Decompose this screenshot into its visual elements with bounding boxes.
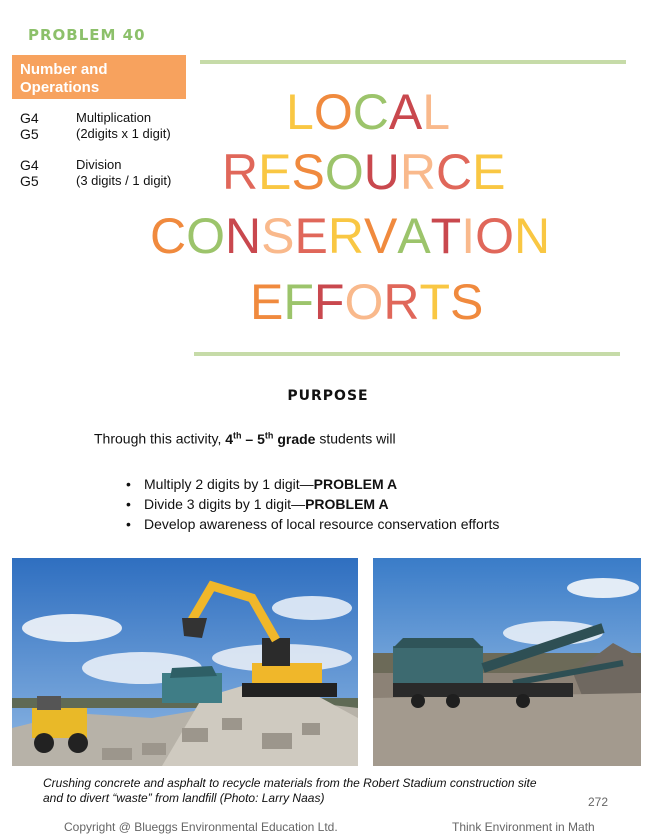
title-line-1 [286,84,450,140]
purpose-intro: Through this activity, 4th – 5th grade students will [94,430,396,447]
title-letter: O [344,274,384,330]
title-letter: S [291,144,325,200]
title-letter: R [327,208,364,264]
title-letter: A [388,84,423,140]
title-letter: E [258,144,292,200]
skill-grades: G4 G5 [20,157,39,189]
list-item: • Develop awareness of local resource conservation efforts [126,514,499,534]
title-letter: F [313,274,345,330]
title-letter: C [352,84,389,140]
title-letter: N [225,208,262,264]
title-letter: V [363,208,398,264]
title-letter: S [450,274,484,330]
bottom-divider [194,352,620,356]
title-letter: F [283,274,314,330]
title-letter: C [150,208,187,264]
list-item: • Multiply 2 digits by 1 digit—PROBLEM A [126,474,499,494]
title-letter: E [250,274,284,330]
excavator-photo [12,558,358,766]
list-item: • Divide 3 digits by 1 digit—PROBLEM A [126,494,499,514]
title-letter: E [294,208,328,264]
photo-caption: Crushing concrete and asphalt to recycle materials from the Robert Stadium construction site and to divert “waste” from landfill (Photo: Larry Naas) [43,776,537,805]
title-letter: O [186,208,226,264]
topic-box: Number and Operations [12,55,186,99]
problem-label: PROBLEM 40 [28,26,146,44]
title-letter: R [399,144,436,200]
crusher-photo [373,558,641,766]
top-divider [200,60,626,64]
objectives-list [126,474,499,534]
title-letter: R [383,274,420,330]
title-letter: S [261,208,295,264]
purpose-heading: PURPOSE [287,388,369,404]
title-letter: E [472,144,506,200]
title-letter: N [514,208,551,264]
skill-description: Division (3 digits / 1 digit) [76,157,172,188]
title-letter: O [324,144,364,200]
footer-copyright: Copyright @ Blueggs Environmental Education Ltd. [64,820,338,834]
title-line-3 [150,208,550,264]
footer-book-title: Think Environment in Math [452,820,595,834]
skill-description: Multiplication (2digits x 1 digit) [76,110,171,141]
title-letter: O [313,84,353,140]
title-letter: L [286,84,314,140]
title-letter: I [461,208,476,264]
title-letter: O [475,208,515,264]
title-letter: U [363,144,400,200]
page-number: 272 [588,795,609,809]
skill-grades: G4 G5 [20,110,39,142]
title-letter: L [422,84,450,140]
title-line-2 [222,144,505,200]
title-letter: T [419,274,451,330]
title-letter: C [435,144,473,200]
title-line-4 [250,274,483,330]
title-letter: R [222,144,259,200]
title-letter: T [430,208,462,264]
title-letter: A [397,208,431,264]
